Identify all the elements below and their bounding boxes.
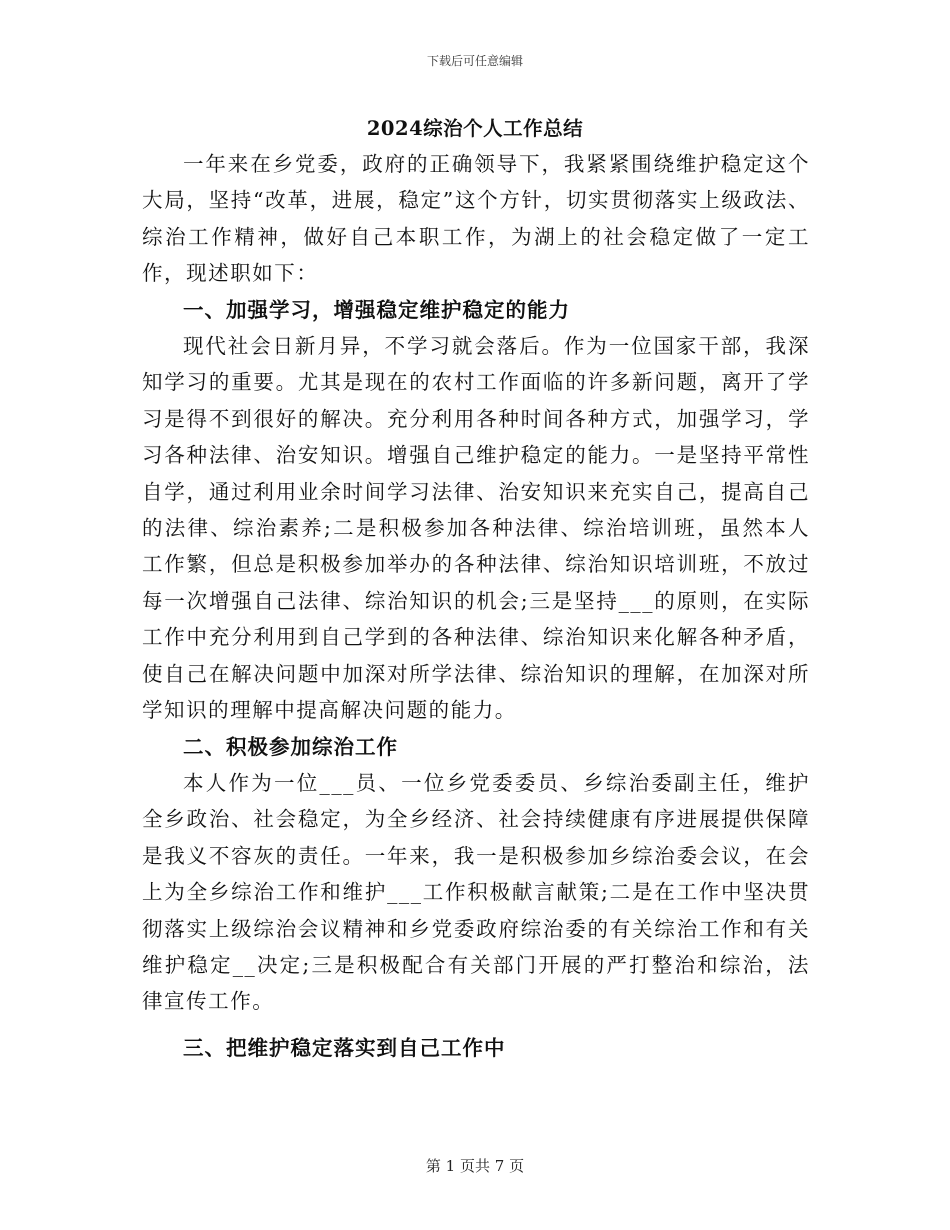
- section-1-heading: 一、加强学习，增强稳定维护稳定的能力: [183, 297, 570, 322]
- page-number: 第 1 页共 7 页: [425, 1157, 525, 1175]
- intro-paragraph: 一年来在乡党委，政府的正确领导下，我紧紧围绕维护稳定这个大局，坚持“改革，进展，稳定”这个方针，切实贯彻落实上级政法、综治工作精神，做好自己本职工作，为湖上的社会稳定做了一定工作，现述职如下：: [142, 152, 810, 286]
- section-1-paragraph: 现代社会日新月异，不学习就会落后。作为一位国家干部，我深知学习的重要。尤其是现在的农村工作面临的许多新问题，离开了学习是得不到很好的解决。充分利用各种时间各种方式，加强学习，学习各种法律、治安知识。增强自己维护稳定的能力。一是坚持平常性自学，通过利用业余时间学习法律、治安知识来充实自己，提高自己的法律、综治素养;二是积极参加各种法律、综治培训班，虽然本人工作繁，但总是积极参加举办的各种法律、综治知识培训班，不放过每一次增强自己法律、综治知识的机会;三是坚持___的原则，在实际工作中充分利用到自己学到的各种法律、综治知识来化解各种矛盾，使自己在解决问题中加深对所学法律、综治知识的理解，在加深对所学知识的理解中提高解决问题的能力。: [142, 334, 810, 723]
- section-2-paragraph: 本人作为一位___员、一位乡党委委员、乡综治委副主任，维护全乡政治、社会稳定，为全乡经济、社会持续健康有序进展提供保障是我义不容灰的责任。一年来，我一是积极参加乡综治委会议，在会上为全乡综治工作和维护___工作积极献言献策;二是在工作中坚决贯彻落实上级综治会议精神和乡党委政府综治委的有关综治工作和有关维护稳定__决定;三是积极配合有关部门开展的严打整治和综治，法律宣传工作。: [142, 770, 810, 1014]
- document-body: [142, 146, 810, 1066]
- section-2-heading: 二、积极参加综治工作: [183, 734, 398, 759]
- header-note: 下载后可任意编辑: [426, 54, 523, 68]
- document-title: 2024综治个人工作总结: [366, 117, 584, 140]
- section-3-heading: 三、把维护稳定落实到自己工作中: [183, 1035, 506, 1060]
